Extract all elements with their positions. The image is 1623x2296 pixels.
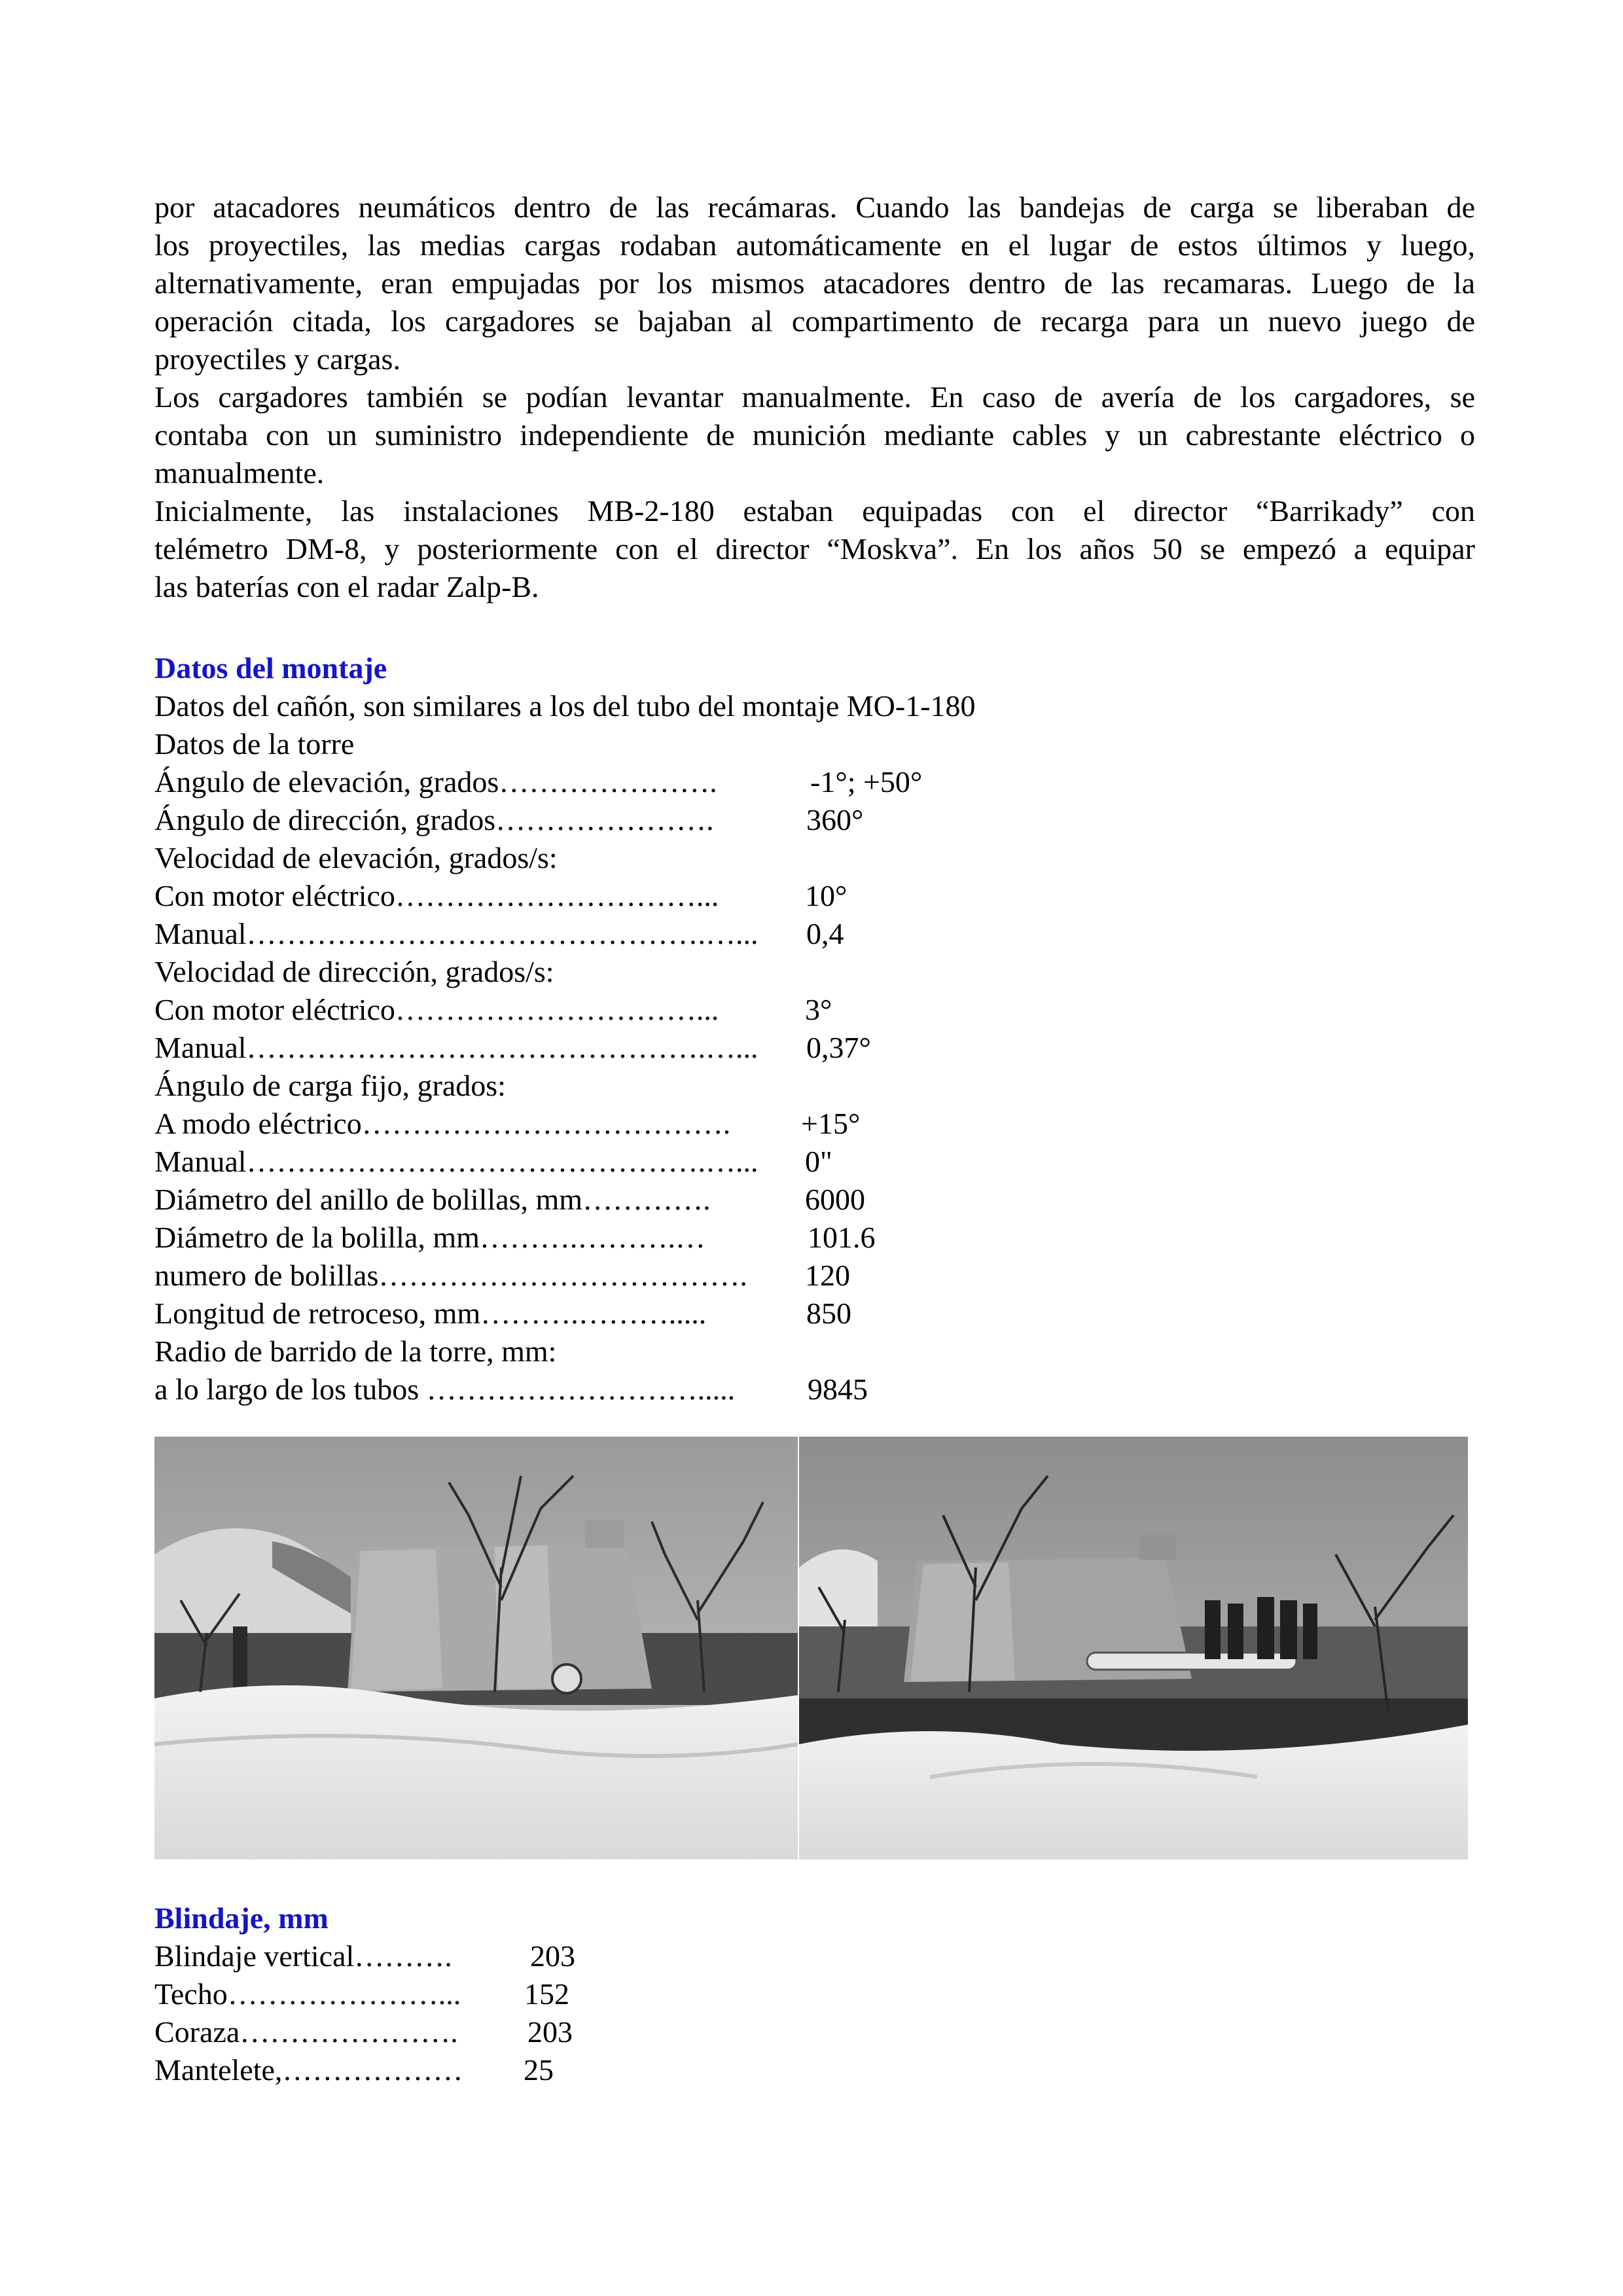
spec-label: a lo largo de los tubos ……………………….....	[154, 1372, 736, 1406]
spec-row	[154, 1333, 1071, 1371]
spec-label: Velocidad de elevación, grados/s:	[154, 841, 558, 874]
spec-label: Longitud de retroceso, mm……….……….....	[154, 1297, 707, 1330]
intro-line: proyectiles y cargas.	[154, 342, 401, 376]
spec-row	[154, 1975, 1071, 2013]
intro-line: operación citada, los cargadores se bajaban al compartimento de recarga para un nuevo juego de	[154, 304, 1475, 338]
spec-row	[154, 801, 1071, 839]
photo-right	[799, 1437, 1468, 1859]
spec-label: Manual……………………………………….…...	[154, 1031, 758, 1064]
turret-photos	[154, 1437, 1468, 1859]
spec-row	[154, 763, 1071, 801]
spec-row	[154, 1937, 1071, 1975]
spec-value: +15°	[801, 1107, 861, 1140]
spec-label: Manual……………………………………….…...	[154, 917, 758, 950]
spec-value: 850	[806, 1297, 851, 1330]
spec-label: Manual……………………………………….…...	[154, 1145, 758, 1178]
spec-value: 0,4	[806, 917, 844, 950]
spec-row	[154, 1371, 1071, 1408]
spec-row	[154, 1067, 1071, 1105]
spec-row	[154, 1181, 1071, 1219]
spec-row	[154, 2013, 1071, 2051]
spec-value: 360°	[806, 803, 864, 836]
intro-line: manualmente.	[154, 456, 325, 490]
intro-line: los proyectiles, las medias cargas rodaban automáticamente en el lugar de estos últimos y luego,	[154, 228, 1475, 262]
spec-value: 10°	[805, 879, 847, 912]
montaje-intro-line: Datos del cañón, son similares a los del tubo del montaje MO-1-180	[154, 689, 976, 723]
spec-label: Diámetro de la bolilla, mm……….……….…	[154, 1221, 705, 1254]
spec-label: Blindaje vertical……….	[154, 1939, 452, 1973]
intro-line: telémetro DM-8, y posteriormente con el director “Moskva”. En los años 50 se empezó a equipar	[154, 532, 1475, 565]
intro-line: por atacadores neumáticos dentro de las recámaras. Cuando las bandejas de carga se liberaban de	[154, 190, 1475, 224]
spec-row	[154, 915, 1071, 953]
intro-line: contaba con un suministro independiente de munición mediante cables y un cabrestante eléctrico o	[154, 418, 1475, 452]
intro-line: alternativamente, eran empujadas por los mismos atacadores dentro de las recamaras. Luego de la	[154, 266, 1475, 300]
spec-value: 0"	[805, 1145, 832, 1178]
spec-row	[154, 1257, 1071, 1295]
intro-line: las baterías con el radar Zalp-B.	[154, 570, 539, 603]
spec-value: 203	[527, 2015, 573, 2049]
spec-row	[154, 877, 1071, 915]
spec-row	[154, 1143, 1071, 1181]
spec-value: 0,37°	[806, 1031, 871, 1064]
spec-value: 25	[524, 2053, 554, 2087]
spec-label: A modo eléctrico……………………………….	[154, 1107, 731, 1140]
section-heading-blindaje: Blindaje, mm	[154, 1901, 329, 1935]
spec-label: Diámetro del anillo de bolillas, mm………….	[154, 1183, 711, 1216]
spec-row	[154, 1219, 1071, 1257]
spec-value: 152	[524, 1977, 569, 2011]
intro-line: Inicialmente, las instalaciones MB-2-180 estaban equipadas con el director “Barrikady” con	[154, 494, 1475, 528]
spec-label: Ángulo de dirección, grados………………….	[154, 803, 714, 836]
spec-label: Velocidad de dirección, grados/s:	[154, 955, 554, 988]
intro-line: Los cargadores también se podían levantar manualmente. En caso de avería de los cargadores, se	[154, 380, 1475, 414]
spec-label: Ángulo de carga fijo, grados:	[154, 1069, 506, 1102]
section-heading-montaje: Datos del montaje	[154, 651, 387, 685]
spec-row	[154, 2051, 1071, 2089]
spec-label: Mantelete,………………	[154, 2053, 463, 2087]
spec-label: numero de bolillas……………………………….	[154, 1259, 747, 1292]
spec-value: 3°	[805, 993, 832, 1026]
spec-value: -1°; +50°	[810, 765, 923, 798]
spec-row	[154, 1105, 1071, 1143]
montaje-subtitle: Datos de la torre	[154, 727, 355, 761]
spec-value: 101.6	[808, 1221, 876, 1254]
spec-row	[154, 953, 1071, 991]
spec-label: Ángulo de elevación, grados………………….	[154, 765, 717, 798]
spec-label: Coraza………………….	[154, 2015, 458, 2049]
photo-left	[154, 1437, 798, 1859]
spec-label: Con motor eléctrico…………………………...	[154, 879, 719, 912]
spec-value: 6000	[805, 1183, 865, 1216]
spec-row	[154, 839, 1071, 877]
spec-row	[154, 1029, 1071, 1067]
spec-label: Radio de barrido de la torre, mm:	[154, 1335, 557, 1368]
spec-value: 9845	[808, 1372, 868, 1406]
spec-row	[154, 1295, 1071, 1333]
intro-paragraph	[154, 188, 1475, 606]
spec-row	[154, 991, 1071, 1029]
spec-label: Con motor eléctrico…………………………...	[154, 993, 719, 1026]
spec-label: Techo…………………...	[154, 1977, 461, 2011]
spec-value: 120	[805, 1259, 850, 1292]
spec-value: 203	[530, 1939, 575, 1973]
